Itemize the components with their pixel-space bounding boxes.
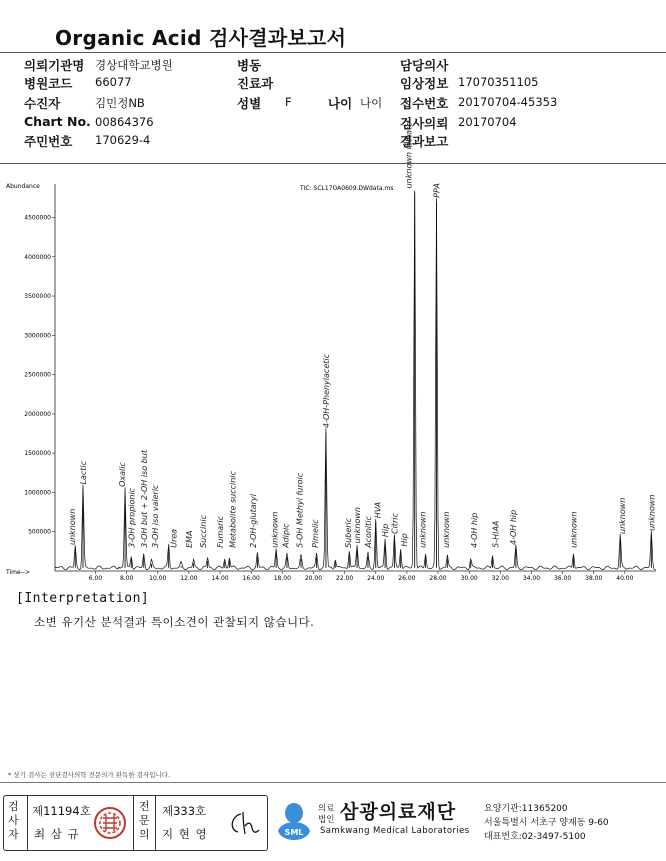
- x-tick-label: 12.00: [180, 575, 198, 582]
- reviewer-label: 전문의: [139, 800, 150, 841]
- doctor-label: 담당의사: [400, 58, 449, 73]
- chart-no-label: Chart No.: [24, 114, 91, 129]
- y-axis-label: Abundance: [6, 183, 40, 190]
- header-divider: [0, 52, 666, 53]
- x-tick-label: 36.00: [553, 575, 572, 582]
- x-tick-label: 6.00: [88, 575, 103, 582]
- y-tick-label: 3500000: [24, 293, 51, 301]
- x-tick-label: 34.00: [522, 575, 541, 582]
- phone: 대표번호:02-3497-5100: [484, 832, 586, 842]
- box-divider-3: [155, 795, 156, 850]
- hospital-code-label: 병원코드: [24, 76, 73, 91]
- peak-annotation: unknown: [617, 497, 627, 534]
- x-tick-label: 28.00: [429, 575, 447, 582]
- peak-annotation: 4-OH hip: [469, 512, 479, 548]
- box-divider-1: [27, 795, 28, 850]
- x-tick-label: 18.00: [273, 575, 291, 582]
- x-tick-label: 32.00: [491, 575, 509, 582]
- peak-annotation: Fumaric: [216, 515, 226, 548]
- box-divider-2: [133, 795, 134, 850]
- handwritten-signature: [225, 808, 263, 840]
- peak-annotation: Hip: [399, 533, 409, 547]
- peak-annotation: Urea: [169, 528, 179, 548]
- peak-annotation: Aconitic: [364, 516, 374, 548]
- peak-annotation: Metabolite succinic: [228, 471, 238, 548]
- age-label: 나이: [328, 96, 353, 111]
- institution-label: 의뢰기관명: [24, 58, 85, 73]
- peak-annotation: unknown: [68, 508, 78, 545]
- peak-annotation: Hip: [381, 523, 391, 538]
- peak-annotation: 3-OH propionic: [127, 487, 137, 548]
- peak-annotation: PPA: [432, 183, 442, 198]
- logo-text: SML: [284, 828, 304, 837]
- peak-annotation: unknown: [441, 511, 451, 548]
- seal-stamp: [93, 806, 127, 840]
- resident-no-value: 170629-4: [95, 133, 151, 147]
- y-tick-label: 1500000: [24, 450, 51, 458]
- peak-annotation: unknown: [418, 511, 428, 548]
- reviewer-name: 지 현 영: [162, 827, 208, 841]
- peak-annotation: 4-OH-Phenylacetic: [322, 354, 331, 428]
- sex-label: 성별: [237, 96, 262, 111]
- patient-value: 김민정NB: [95, 96, 145, 110]
- clinical-value: 17070351105: [458, 75, 539, 89]
- examiner-no: 제11194호: [32, 804, 91, 818]
- x-tick-label: 26.00: [398, 575, 416, 582]
- x-axis-label: Time-->: [6, 569, 31, 576]
- x-tick-label: 14.00: [211, 575, 229, 582]
- peak-annotation: 4-OH hip: [508, 509, 518, 545]
- y-tick-label: 2500000: [24, 371, 51, 379]
- peak-annotation: Citric: [390, 513, 400, 534]
- x-tick-label: 38.00: [585, 575, 603, 582]
- peak-annotation: Oxalic: [118, 462, 128, 487]
- patient-label: 수진자: [24, 96, 61, 111]
- y-tick-label: 1000000: [24, 489, 51, 497]
- peak-annotation: Lactic: [79, 460, 89, 485]
- address: 서울특별시 서초구 양재동 9-60: [484, 818, 609, 828]
- peak-annotation: unknown: [353, 507, 363, 544]
- examiner-name: 최 삼 규: [34, 827, 80, 841]
- clinical-label: 임상정보: [400, 76, 449, 91]
- corp-small-1: 의료: [318, 804, 335, 814]
- corp-small-2: 법인: [318, 815, 335, 825]
- y-tick-label: 4000000: [24, 253, 51, 261]
- dept-label: 진료과: [237, 76, 274, 91]
- x-tick-label: 30.00: [460, 575, 478, 582]
- peak-annotation: unknown: [270, 511, 280, 548]
- footer-divider: [0, 782, 666, 783]
- org-name: 삼광의료재단: [340, 801, 457, 823]
- x-tick-label: 24.00: [367, 575, 385, 582]
- reviewer-no: 제333호: [162, 804, 207, 818]
- peak-annotation: 5-OH Methyl furoic: [295, 472, 305, 548]
- hospital-code-value: 66077: [95, 75, 132, 89]
- chart-title: TIC: SCL17OA0609.DWdata.ms: [300, 185, 394, 192]
- institution-value: 경상대학교병원: [95, 58, 173, 72]
- peak-annotation: unknown: [569, 511, 579, 548]
- peak-annotation: Adipic: [281, 523, 291, 548]
- peak-annotation: Suberic: [343, 517, 353, 548]
- sex-value: F: [285, 95, 292, 109]
- x-tick-label: 8.00: [119, 575, 134, 582]
- report-label: 결과보고: [400, 134, 449, 149]
- peak-annotation: 3-OH iso valeric: [150, 484, 160, 548]
- peak-annotation: 3-OH but + 2-OH iso but: [139, 450, 149, 548]
- interpretation-text: 소변 유기산 분석결과 특이소견이 관찰되지 않습니다.: [34, 615, 315, 629]
- y-tick-label: 4500000: [24, 214, 51, 222]
- y-tick-label: 500000: [28, 528, 51, 536]
- peak-annotation: Pimelic: [311, 519, 321, 548]
- y-tick-label: 3000000: [24, 332, 51, 340]
- sml-logo-icon: [272, 797, 316, 845]
- chart-divider: [0, 163, 666, 164]
- chart-no-value: 00864376: [95, 115, 154, 129]
- peak-annotation: EMA: [185, 530, 194, 548]
- ward-label: 병동: [237, 58, 262, 73]
- peak-annotation: Succinic: [199, 515, 208, 548]
- request-value: 20170704: [458, 115, 517, 129]
- peak-annotation: 2-OH-glutaryl: [248, 494, 258, 548]
- footnote: * 상기 검사는 진단검사의학 전문의가 판독한 검사입니다.: [8, 771, 171, 779]
- receipt-label: 접수번호: [400, 96, 449, 111]
- org-english-name: Samkwang Medical Laboratories: [320, 826, 470, 836]
- peak-annotation: 5-HIAA: [491, 520, 501, 548]
- x-tick-label: 16.00: [242, 575, 260, 582]
- resident-no-label: 주민번호: [24, 134, 73, 149]
- institution-code: 요양기관:11365200: [484, 804, 568, 814]
- receipt-value: 20170704-45353: [458, 95, 558, 109]
- y-tick-label: 2000000: [24, 410, 51, 418]
- x-tick-label: 40.00: [616, 575, 634, 582]
- x-tick-label: 20.00: [304, 575, 323, 582]
- peak-annotation: unknown: [647, 494, 657, 531]
- interpretation-heading: [Interpretation]: [16, 591, 150, 606]
- peak-annotation: HVA: [373, 501, 383, 519]
- x-tick-label: 10.00: [149, 575, 167, 582]
- request-label: 검사의뢰: [400, 116, 449, 131]
- examiner-label: 검사자: [8, 800, 19, 841]
- report-title: Organic Acid 검사결과보고서: [55, 26, 347, 50]
- age-value: 나이: [360, 96, 383, 110]
- peak-annotation: unknown lactate: [404, 121, 414, 189]
- x-tick-label: 22.00: [336, 575, 354, 582]
